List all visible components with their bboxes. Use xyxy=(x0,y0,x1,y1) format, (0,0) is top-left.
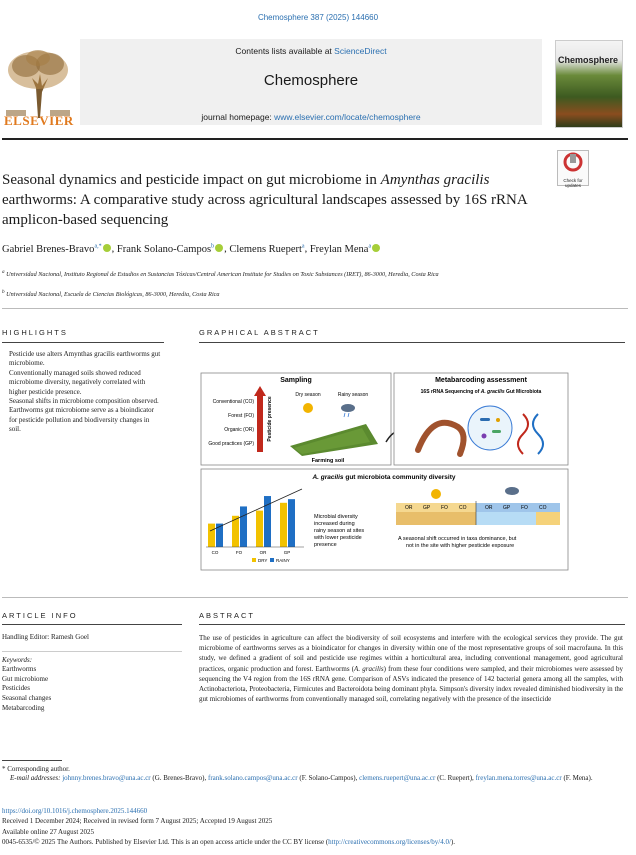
handling-editor: Handling Editor: Ramesh Goel xyxy=(2,633,89,641)
farming-soil-label: Farming soil xyxy=(311,458,345,464)
header-rule xyxy=(2,138,628,140)
journal-title: Chemosphere xyxy=(263,72,359,89)
taxa-label: FO xyxy=(521,505,528,511)
affiliation-rule xyxy=(2,308,628,309)
article-info-heading: ARTICLE INFO xyxy=(2,611,78,620)
bar-dry-gp xyxy=(280,503,287,547)
x-tick-label: OR xyxy=(259,550,267,555)
license-link[interactable]: http://creativecommons.org/licenses/by/4.0/ xyxy=(328,838,451,847)
email-label: E-mail addresses: xyxy=(10,774,63,783)
email-link[interactable]: johnny.brenes.bravo@una.ac.cr xyxy=(62,774,151,783)
author-list: Gabriel Brenes-Bravo$^{a,*}$ , Frank Solano-Campos$^b$ , Clemens Ruepert$^a$, Freylan Mena$^a$ xyxy=(2,243,622,255)
title-part-2: earthworms: A comparative study across agricultural landscapes assessed by 16S rRNA amplicon-based sequencing xyxy=(2,192,527,228)
graphical-abstract-heading: GRAPHICAL ABSTRACT xyxy=(199,328,320,337)
sampling-title: Sampling xyxy=(280,377,312,384)
check-updates-label: Check for updates xyxy=(563,178,583,188)
received-dates: Received 1 December 2024; Received in revised form 7 August 2025; Accepted 19 August 2025 xyxy=(2,817,273,826)
keyword: Metabarcoding xyxy=(2,703,45,712)
article-info-rule xyxy=(2,624,182,625)
author-sup[interactable]: b xyxy=(211,243,215,249)
section-rule xyxy=(2,597,628,598)
article-info-block xyxy=(2,633,182,713)
homepage-prefix: journal homepage: xyxy=(201,112,275,122)
site-label: Good practices (GP) xyxy=(208,441,254,447)
author-1[interactable] xyxy=(2,244,102,255)
orcid-icon[interactable] xyxy=(372,244,380,252)
doi-link[interactable]: https://doi.org/10.1016/j.chemosphere.2025.144660 xyxy=(2,807,148,815)
rainy-legend-swatch xyxy=(270,558,274,562)
author-sup[interactable]: a xyxy=(301,243,305,249)
email-link[interactable]: frank.solano.campos@una.ac.cr xyxy=(207,774,298,783)
journal-reference[interactable]: Chemosphere 387 (2025) 144660 xyxy=(257,13,379,22)
dry-legend-swatch xyxy=(252,558,256,562)
diversity-note-line: presence xyxy=(314,542,337,548)
orcid-icon[interactable] xyxy=(215,244,223,252)
rainy-season-label: Rainy season xyxy=(337,392,369,398)
highlight-item: • Earthworms gut microbiome serve as a bioindicator for pesticide pollution and biodiversity changes in soil. xyxy=(9,406,162,434)
taxa-label: CO xyxy=(459,505,467,511)
diversity-title: A. gracilis gut microbiota community diversity xyxy=(312,474,456,481)
graphical-abstract-rule xyxy=(199,342,625,343)
taxa-label: FO xyxy=(441,505,448,511)
email-link[interactable]: clemens.ruepert@una.ac.cr xyxy=(359,774,436,783)
x-tick-label: CO xyxy=(211,550,219,555)
site-label: Organic (OR) xyxy=(224,427,254,433)
abstract-heading: ABSTRACT xyxy=(199,611,256,620)
homepage-line xyxy=(80,112,542,122)
footnote-rule xyxy=(2,760,62,761)
highlights-rule xyxy=(2,342,164,343)
sequencing-label: 16S rRNA Sequencing of A. gracilis Gut Microbiota xyxy=(420,389,542,395)
graphical-abstract-figure[interactable] xyxy=(198,372,571,572)
x-tick-label: FO xyxy=(235,550,243,555)
site-label: Forest (FO) xyxy=(228,413,254,419)
bar-rainy-gp xyxy=(288,499,295,547)
check-for-updates-button[interactable] xyxy=(557,150,589,186)
abstract-rule xyxy=(199,624,625,625)
elsevier-wordmark: ELSEVIER xyxy=(4,113,74,128)
taxa-label: GP xyxy=(423,505,431,511)
highlight-item: • Conventionally managed soils showed reduced microbiome diversity, negatively correlated with higher pesticide presence. xyxy=(9,369,162,397)
affiliation-text: Universidad Nacional, Instituto Regional de Estudios en Sustancias Tóxicas/Central American Institute for Studies on Toxic Substances (IRET), 86-3000, Heredia, Costa Rica xyxy=(6,271,439,279)
sampling-panel xyxy=(201,373,391,465)
available-date: Available online 27 August 2025 xyxy=(2,827,95,836)
affiliation-sup: b xyxy=(2,289,5,295)
highlights-list xyxy=(2,350,162,435)
sciencedirect-link[interactable]: ScienceDirect xyxy=(334,46,387,56)
check-updates-icon xyxy=(558,151,588,173)
author-sup[interactable]: a xyxy=(368,243,372,249)
author-name: Clemens Ruepert xyxy=(229,243,302,255)
diversity-note-line: Microbial diversity xyxy=(314,514,358,520)
rainy-legend-label: RAINY xyxy=(276,558,290,563)
journal-cover-image[interactable] xyxy=(555,40,623,128)
author-name: Gabriel Brenes-Bravo xyxy=(2,243,95,255)
x-tick-label: GP xyxy=(283,550,291,555)
taxa-label: OR xyxy=(405,505,413,511)
publication-info xyxy=(2,806,628,848)
bar-dry-co xyxy=(208,524,215,547)
author-2[interactable] xyxy=(117,244,214,255)
author-sup[interactable]: a,* xyxy=(94,243,102,249)
bar-dry-or xyxy=(256,511,263,547)
affiliation-a xyxy=(2,268,562,279)
author-4[interactable] xyxy=(310,244,371,255)
microbiota-magnifier-icon xyxy=(468,406,512,450)
diversity-note-line: rainy season at sites xyxy=(314,528,365,534)
shift-note-line: A seasonal shift occurred in taxa dominance, but xyxy=(398,536,517,542)
license-line: 0045-6535/© 2025 The Authors. Published by Elsevier Ltd. This is an open access article under the CC BY license (http://creativecommons.org/licenses/by/4.0/). xyxy=(2,838,456,847)
author-name: Frank Solano-Campos xyxy=(116,243,212,255)
bar-rainy-fo xyxy=(240,506,247,547)
author-name: Freylan Mena xyxy=(309,243,369,255)
keyword: Earthworms xyxy=(2,665,37,674)
bar-rainy-co xyxy=(216,524,223,547)
metabarcoding-title: Metabarcoding assessment xyxy=(435,377,527,384)
rain-cloud-icon xyxy=(341,404,355,412)
affiliation-text: Universidad Nacional, Escuela de Ciencias Biológicas, 86-3000, Heredia, Costa Rica xyxy=(6,291,220,299)
title-part-1: Seasonal dynamics and pesticide impact on gut microbiome in xyxy=(2,172,381,188)
taxa-label: GP xyxy=(503,505,511,511)
sun-icon xyxy=(431,489,441,499)
highlight-item: • Seasonal shifts in microbiome composition observed. xyxy=(9,397,162,406)
taxa-label: CO xyxy=(539,505,547,511)
orcid-icon[interactable] xyxy=(103,244,111,252)
contents-prefix: Contents lists available at xyxy=(235,46,335,56)
cover-title: Chemosphere xyxy=(557,55,619,65)
rain-cloud-icon xyxy=(505,487,519,495)
title-species: Amynthas gracilis xyxy=(380,172,490,188)
keywords-label: Keywords: xyxy=(2,655,33,664)
keyword: Seasonal changes xyxy=(2,693,52,702)
dry-legend-label: DRY xyxy=(258,558,268,563)
homepage-link[interactable]: www.elsevier.com/locate/chemosphere xyxy=(274,112,421,122)
diversity-note-line: increased during xyxy=(314,521,355,527)
contents-line xyxy=(80,46,542,56)
pesticide-axis-label: Pesticide presence xyxy=(267,396,273,442)
paper-title xyxy=(2,170,552,230)
footnotes: * Corresponding author. E-mail addresses: johnny.brenes.bravo@una.ac.cr (G. Brenes-Bravo), frank.solano.campos@una.ac.cr (F. Solano-Campos), clemens.ruepert@una.ac.cr (C. Ruepert), freylan.mena.torres@una.ac.cr (F. Mena). xyxy=(2,765,628,784)
corresponding-author-note: * Corresponding author. xyxy=(2,765,70,773)
diversity-note-line: with lower pesticide xyxy=(314,535,362,541)
shift-note-line: not in the site with higher pesticide exposure xyxy=(406,543,515,549)
author-3[interactable] xyxy=(229,244,304,255)
highlight-item: • Pesticide use alters Amynthas gracilis earthworms gut microbiome. xyxy=(9,350,162,369)
site-label: Conventional (CO) xyxy=(212,399,254,405)
affiliation-sup: a xyxy=(2,269,5,275)
keyword: Gut microbiome xyxy=(2,674,49,683)
abstract-text: The use of pesticides in agriculture can affect the biodiversity of soil ecosystems and interfere with the ecological services they provide. The gut microbiome of earthworms serves as a bioindicator for changes in diversity within one of the most representative groups of soil macrofauna. In this study, we defined a gradient of soil and pesticide use regimes within a horticultural area, including conventional management, good agricultural practices, organic production and forest. Earthworms (A. gracilis) from these four conditions were sampled, and their microbiomes were assessed by sequencing the V4 region from the 16S rRNA gene. Comparison of ASVs indicated the presence of 142 bacterial genera among all the samples, with Actinobacteriota, Proteobacteria, Firmicutes and Bacteroidota being dominant phyla. Simpson's diversity index revealed diminished biodiversity in the gut microbiomes of earthworms from conventionally managed soil, correlating negatively with the presence of the insecticide xyxy=(199,634,623,704)
keyword: Pesticides xyxy=(2,684,30,693)
sun-icon xyxy=(303,403,313,413)
dry-season-label: Dry season xyxy=(295,392,321,398)
highlights-heading: HIGHLIGHTS xyxy=(2,328,68,337)
taxa-label: OR xyxy=(485,505,493,511)
affiliation-b xyxy=(2,288,562,299)
email-link[interactable]: freylan.mena.torres@una.ac.cr xyxy=(475,774,562,783)
